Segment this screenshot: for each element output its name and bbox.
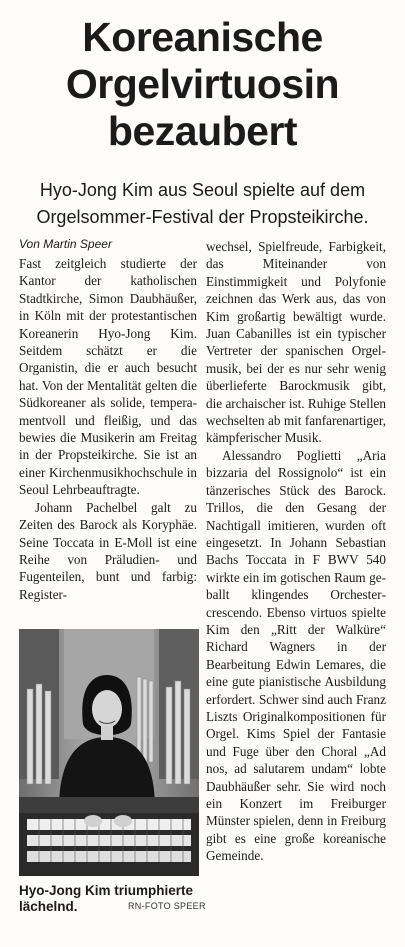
organist-photo [19, 629, 199, 876]
text-column-right [206, 238, 386, 865]
body-paragraph: Fast zeitgleich studierte der Kantor der katholischen Stadtkirche, Simon Daubhäußer, in Köln mit der protestantischen Koreanerin Hyo-Jong Kim. Seitdem schätzt er die Organistin, die er auch besucht hat. Von der Mentalität gelten die Südkoreaner als solide, temperamentvoll und fleißig, und das bewies die Musikerin am Freitag in der Propsteikirche. Sie ist an einer Kirchenmusikhochschule in Seoul Lehrbeauftragte. [19, 256, 197, 498]
text-column-left [19, 255, 197, 603]
headline-line: Koreanische [82, 14, 323, 60]
body-paragraph: Johann Pachelbel galt zu Zeiten des Barock als Koryphäe. Seine Toccata in E-Moll ist eine Reihe von Präludien- und Fugenteilen, bunt und farbig: Register- [19, 499, 197, 602]
body-paragraph: Alessandro Poglietti „Aria bizzaria del Rossignolo“ ist ein tänzerisches Stück des Barock. Trillos, die den Gesang der Nachtigall imitieren, wurden oft eingesetzt. In Johann Sebastian Bachs Toccata in F BWV 540 wirkte ein im gotischen Raum geballt klingendes Orchestercrescendo. Ebenso virtuos spielte Kim den „Ritt der Walküre“ Richard Wagners in der Bearbeitung Edwin Lemares, die eine gute pianistische Ausbildung erfordert. Schwer sind auch Franz Liszts Originalkompositionen für Orgel. Kims Spiel der Fantasie und Fuge über den Choral „Ad nos, ad salutarem undam“ lobte Daubhäußer sehr. Sie wird noch ein Konzert im Freiburger Münster spielen, denn in Freiburg gibt es eine große koreanische Gemeinde. [206, 447, 386, 864]
headline [0, 14, 405, 155]
caption-line: Hyo-Jong Kim triumphierte [19, 883, 194, 898]
photo-credit: RN-FOTO SPEER [128, 901, 206, 911]
subheadline [0, 177, 405, 231]
byline: Von Martin Speer [19, 237, 112, 251]
body-paragraph: wechsel, Spielfreude, Farbigkeit, das Miteinander von Einstimmigkeit und Polyfonie zeichnen das Werk aus, das von Kim großartig bewältigt wurde. Juan Cabanilles ist ein typischer Vertreter der spanischen Orgelmusik, bei der es nur sehr wenig überlieferte Barockmusik gibt, die archaischer ist. Ruhige Stellen wechselten ab mit fanfarenartiger, kämpferischer Musik. [206, 239, 386, 446]
subheadline-line: Orgelsommer-Festival der Propsteikirche. [36, 207, 369, 227]
headline-line: bezaubert [107, 108, 298, 154]
subheadline-line: Hyo-Jong Kim aus Seoul spielte auf dem [39, 180, 366, 200]
caption-line: lächelnd. [19, 899, 78, 914]
headline-line: Orgelvirtuosin [65, 61, 340, 107]
